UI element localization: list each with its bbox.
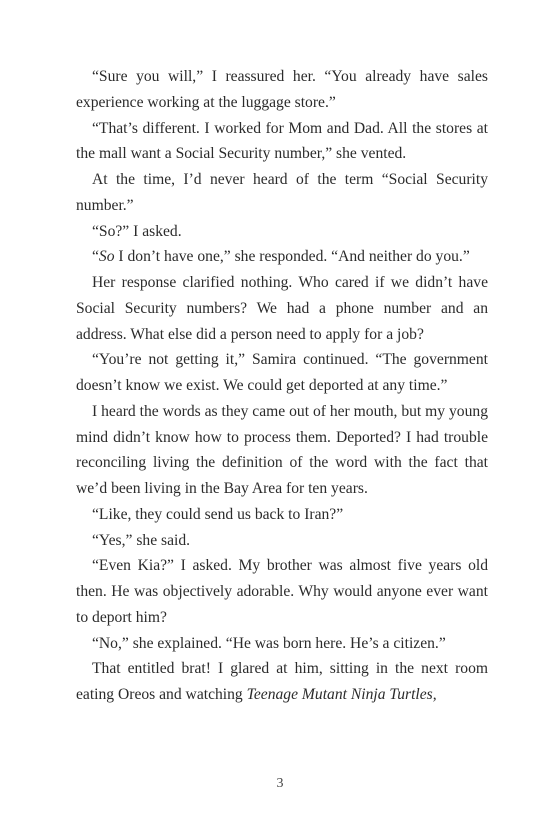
paragraph-6: Her response clarified nothing. Who cared if we didn’t have Social Security numbers? We had a phone number and an address. What else did a person need to apply for a job? xyxy=(76,274,488,343)
paragraph-4: “So?” I asked. xyxy=(92,222,182,240)
paragraph-13 xyxy=(76,656,488,708)
paragraph-2: “That’s different. I worked for Mom and Dad. All the stores at the mall want a Social Security number,” she vented. xyxy=(76,119,488,163)
body-text xyxy=(76,64,488,708)
paragraph-3: At the time, I’d never heard of the term “Social Security number.” xyxy=(76,171,488,214)
paragraph-13-italic: Teenage Mutant Ninja Turtles, xyxy=(246,686,437,703)
page-number: 3 xyxy=(276,776,284,791)
paragraph-5-rest: I don’t have one,” she responded. “And neither do you.” xyxy=(114,248,470,266)
paragraph-5 xyxy=(76,244,488,270)
paragraph-7: “You’re not getting it,” Samira continued. “The government doesn’t know we exist. We could get deported at any time.” xyxy=(76,351,488,394)
paragraph-10: “Yes,” she said. xyxy=(92,531,191,549)
paragraph-12: “No,” she explained. “He was born here. He’s a citizen.” xyxy=(92,634,446,652)
paragraph-1: “Sure you will,” I reassured her. “You already have sales experience working at the luggage store.” xyxy=(76,68,488,111)
paragraph-8: I heard the words as they came out of her mouth, but my young mind didn’t know how to process them. Deported? I had trouble reconciling living the definition of the word with the fact that we’d been living in the Bay Area for ten years. xyxy=(76,402,488,497)
paragraph-11: “Even Kia?” I asked. My brother was almost five years old then. He was objectively adorable. Why would anyone ever want to deport him? xyxy=(76,557,488,626)
paragraph-13-text: That entitled brat! I glared at him, sitting in the next room eating Oreos and watching xyxy=(76,660,488,703)
paragraph-5-open-quote: “ xyxy=(92,248,99,266)
paragraph-5-italic: So xyxy=(98,248,115,266)
paragraph-9: “Like, they could send us back to Iran?” xyxy=(92,505,344,523)
